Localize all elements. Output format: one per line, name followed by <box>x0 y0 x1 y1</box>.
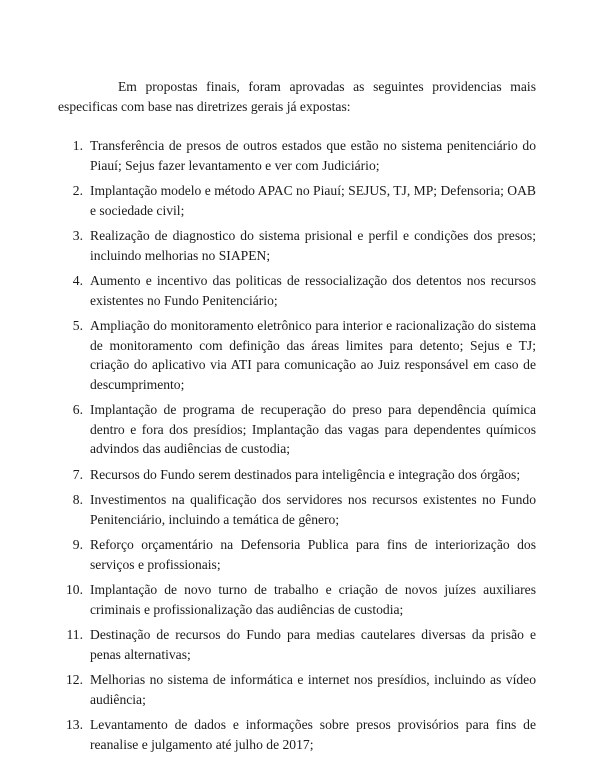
list-item <box>58 136 536 175</box>
item-number: 11. <box>66 627 83 642</box>
list-item <box>58 226 536 265</box>
item-number: 7. <box>72 466 83 482</box>
list-item <box>58 625 536 664</box>
item-number: 10. <box>66 582 83 597</box>
item-text: Aumento e incentivo das politicas de ressocialização dos detentos nos recursos existentes no Fundo Penitenciário; <box>90 273 536 308</box>
list-item <box>58 490 536 529</box>
list-item <box>58 580 536 619</box>
list-item <box>58 316 536 394</box>
item-text: Transferência de presos de outros estados que estão no sistema penitenciário do Piauí; Sejus fazer levantamento e ver com Judiciário; <box>90 138 536 173</box>
item-number: 6. <box>72 402 83 417</box>
item-text: Implantação modelo e método APAC no Piauí; SEJUS, TJ, MP; Defensoria; OAB e sociedade civil; <box>90 183 536 218</box>
list-item <box>58 400 536 459</box>
item-text: Levantamento de dados e informações sobre presos provisórios para fins de reanalise e julgamento até julho de 2017; <box>90 717 536 752</box>
item-text: Ampliação do monitoramento eletrônico para interior e racionalização do sistema de monitoramento com definição das áreas limites para detento; Sejus e TJ; criação do aplicativo via ATI para comunicação ao Juiz responsável em caso de descumprimento; <box>90 318 536 392</box>
item-number: 4. <box>72 273 83 288</box>
item-number: 12. <box>66 672 83 687</box>
item-number: 2. <box>72 183 83 198</box>
item-text: Implantação de programa de recuperação do preso para dependência química dentro e fora dos presídios; Implantação das vagas para dependentes químicos advindos das audiências de custodia; <box>90 402 536 456</box>
list-item <box>58 535 536 574</box>
list-item <box>58 670 536 709</box>
item-number: 13. <box>66 717 83 732</box>
intro-paragraph: Em propostas finais, foram aprovadas as seguintes providencias mais especificas com base nas diretrizes gerais já expostas: <box>58 79 536 114</box>
item-text: Implantação de novo turno de trabalho e criação de novos juízes auxiliares criminais e profissionalização das audiências de custodia; <box>90 582 536 617</box>
list-item <box>58 715 536 754</box>
item-text: Reforço orçamentário na Defensoria Publica para fins de interiorização dos serviços e profissionais; <box>90 537 536 572</box>
list-item <box>58 465 536 485</box>
item-text: Melhorias no sistema de informática e internet nos presídios, incluindo as vídeo audiência; <box>90 672 536 707</box>
document-page <box>58 77 536 760</box>
item-number: 3. <box>72 228 83 243</box>
item-number: 1. <box>72 138 83 153</box>
item-number: 8. <box>72 492 83 507</box>
item-text: Recursos do Fundo serem destinados para inteligência e integração dos órgãos; <box>90 466 521 482</box>
provisions-list <box>58 136 536 754</box>
item-number: 5. <box>72 318 83 333</box>
item-text: Realização de diagnostico do sistema prisional e perfil e condições dos presos; incluindo melhorias no SIAPEN; <box>90 228 536 263</box>
list-item <box>58 271 536 310</box>
item-text: Investimentos na qualificação dos servidores nos recursos existentes no Fundo Penitenciário, incluindo a temática de gênero; <box>90 492 536 527</box>
list-item <box>58 181 536 220</box>
item-number: 9. <box>72 537 83 552</box>
item-text: Destinação de recursos do Fundo para medias cautelares diversas da prisão e penas alternativas; <box>90 627 536 662</box>
